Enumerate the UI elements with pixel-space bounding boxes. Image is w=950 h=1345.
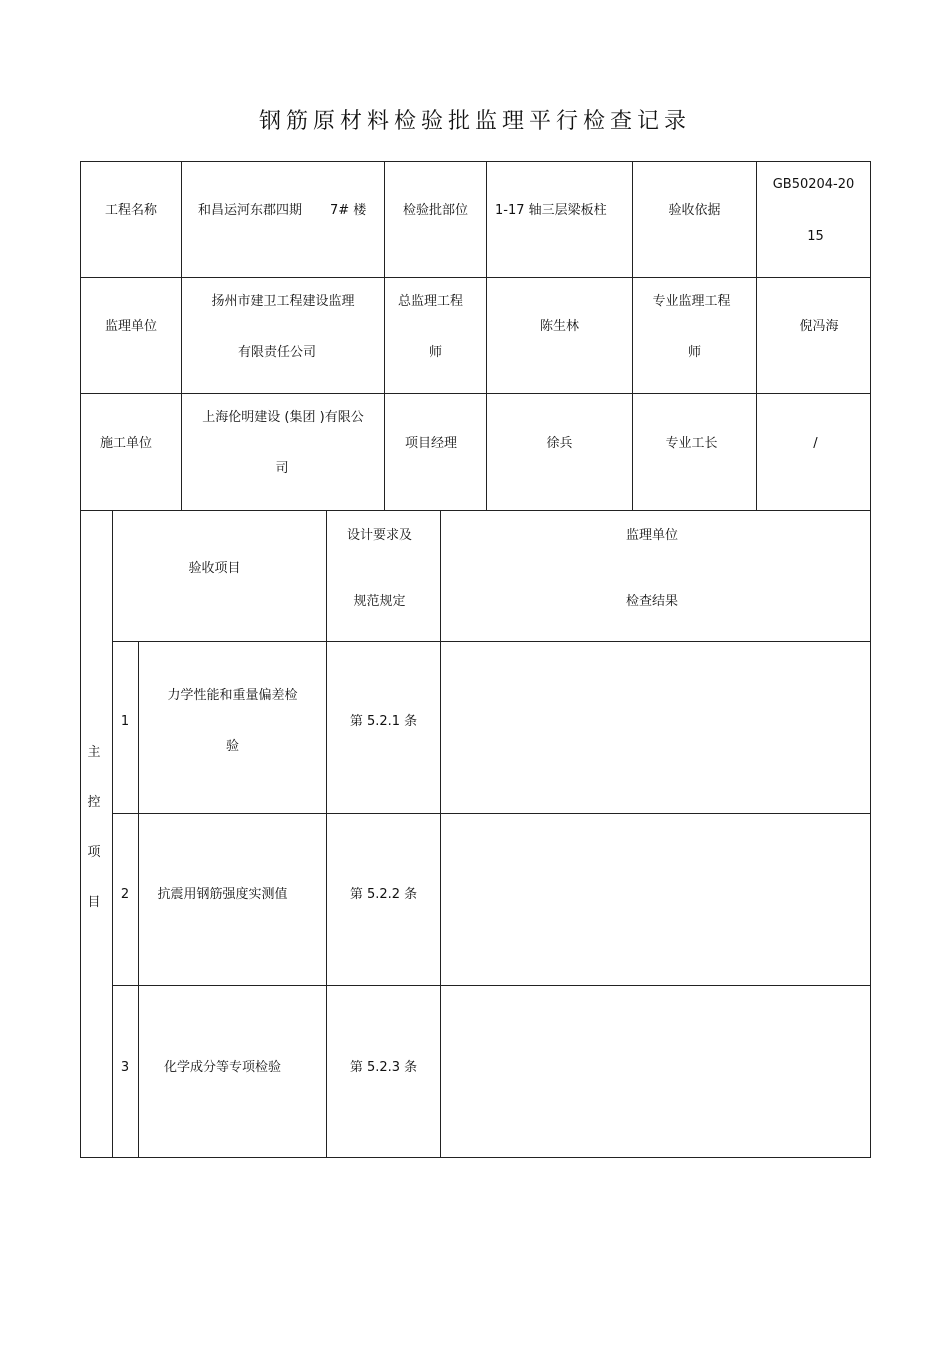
row-requirement: 第 5.2.2 条: [349, 887, 418, 902]
row-divider: [112, 641, 870, 642]
supervision-unit-value-line2: 有限责任公司: [237, 345, 316, 360]
foreman-value: /: [813, 436, 818, 451]
project-name-label: 工程名称: [104, 203, 157, 218]
column-divider: [756, 161, 757, 510]
row-number: 1: [120, 714, 130, 729]
row-divider: [112, 813, 870, 814]
project-manager-value: 徐兵: [546, 436, 573, 451]
inspection-part-value: 1-17 轴三层梁板柱: [495, 203, 607, 218]
side-label-char: 主: [87, 745, 101, 760]
column-divider: [181, 161, 182, 510]
row-number: 2: [120, 887, 130, 902]
side-label-char: 项: [87, 845, 101, 860]
row-requirement: 第 5.2.3 条: [349, 1060, 418, 1075]
row-requirement: 第 5.2.1 条: [349, 714, 418, 729]
row-divider: [112, 985, 870, 986]
header-req-line1: 设计要求及: [346, 528, 412, 543]
column-divider: [112, 510, 113, 1157]
side-label-char: 目: [87, 895, 101, 910]
inspection-part-label: 检验批部位: [402, 203, 468, 218]
acceptance-basis-value-line1: GB50204-20: [772, 177, 855, 192]
row-item-line2: 验: [225, 739, 239, 754]
project-name-value: 和昌运河东郡四期: [198, 203, 303, 218]
construction-unit-label: 施工单位: [99, 436, 152, 451]
construction-unit-value-line1: 上海伦明建设 (集团 )有限公: [202, 410, 364, 425]
specialist-engineer-label-line2: 师: [687, 345, 701, 360]
header-result-line1: 监理单位: [625, 528, 678, 543]
supervision-unit-label: 监理单位: [104, 319, 157, 334]
row-number: 3: [120, 1060, 130, 1075]
header-req-line2: 规范规定: [353, 594, 406, 609]
row-item-line1: 力学性能和重量偏差检: [167, 688, 298, 703]
row-divider: [80, 393, 870, 394]
row-item-line1: 抗震用钢筋强度实测值: [157, 887, 288, 902]
foreman-label: 专业工长: [665, 436, 718, 451]
construction-unit-value-line2: 司: [275, 461, 289, 476]
row-divider: [80, 277, 870, 278]
row-item-line1: 化学成分等专项检验: [163, 1060, 281, 1075]
page-title: 钢筋原材料检验批监理平行检查记录: [258, 109, 691, 134]
chief-engineer-label-line2: 师: [428, 345, 442, 360]
header-result-line2: 检查结果: [625, 594, 678, 609]
building-value: 7# 楼: [330, 203, 367, 218]
acceptance-basis-value-line2: 15: [807, 229, 824, 244]
column-divider: [486, 161, 487, 510]
supervision-unit-value-line1: 扬州市建卫工程建设监理: [211, 294, 355, 309]
specialist-engineer-label-line1: 专业监理工程: [652, 294, 731, 309]
acceptance-basis-label: 验收依据: [668, 203, 721, 218]
specialist-engineer-value: 倪冯海: [799, 319, 839, 334]
chief-engineer-value: 陈生林: [539, 319, 579, 334]
side-label-char: 控: [87, 795, 101, 810]
chief-engineer-label-line1: 总监理工程: [397, 294, 463, 309]
header-item: 验收项目: [188, 561, 241, 576]
project-manager-label: 项目经理: [404, 436, 457, 451]
